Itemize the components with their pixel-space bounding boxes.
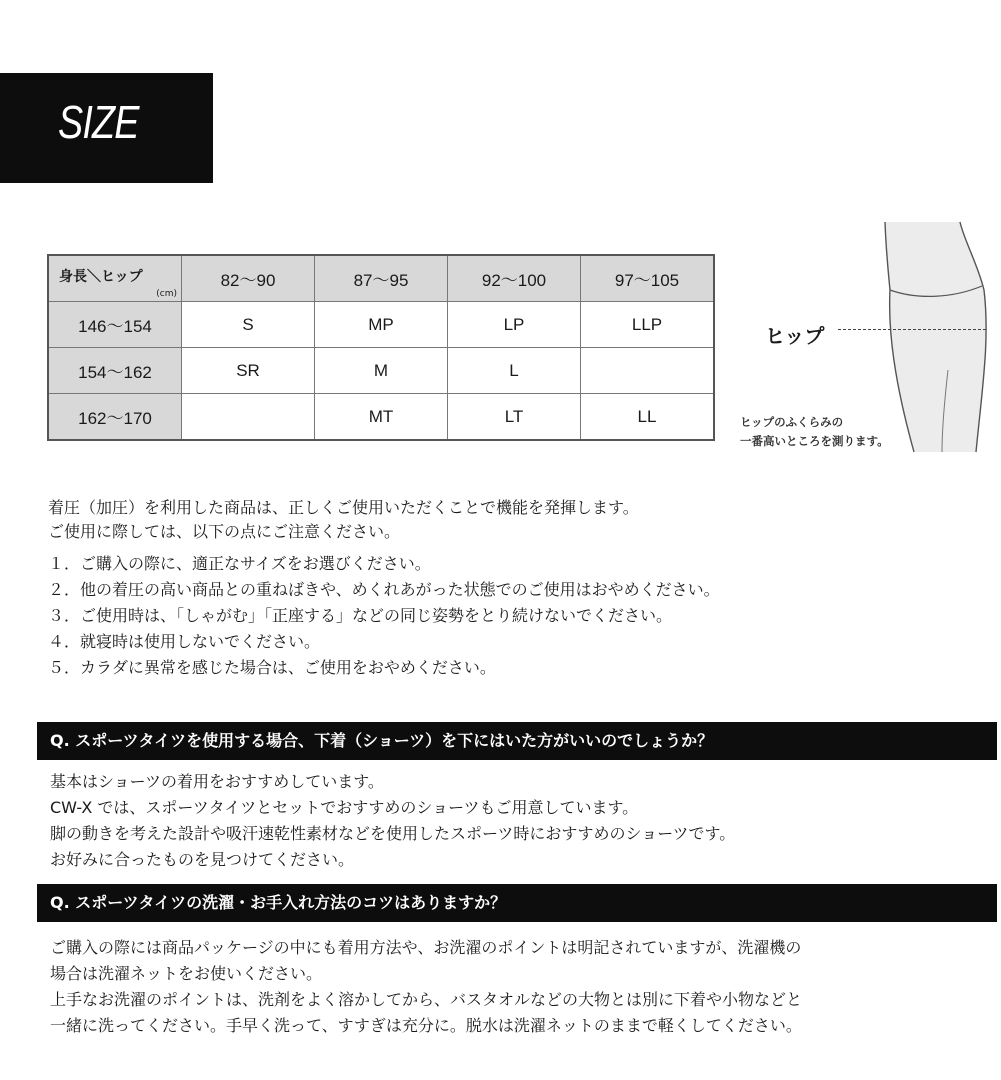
list-item: ２．他の着圧の高い商品との重ねばきや、めくれあがった状態でのご使用はおやめください。 <box>48 580 720 599</box>
size-cell: LLP <box>581 302 715 348</box>
notes-intro-line: ご使用に際しては、以下の点にご注意ください。 <box>48 522 401 541</box>
hip-illustration <box>878 220 993 455</box>
column-header: 87〜95 <box>315 255 448 302</box>
answer-line: 脚の動きを考えた設計や吸汗速乾性素材などを使用したスポーツ時におすすめのショーツです。 <box>50 824 736 843</box>
answer-line: CW-X では、スポーツタイツとセットでおすすめのショーツもご用意しています。 <box>50 798 639 817</box>
size-cell: LT <box>448 394 581 441</box>
size-cell: LP <box>448 302 581 348</box>
size-cell: L <box>448 348 581 394</box>
column-header: 82〜90 <box>182 255 315 302</box>
hip-note-line: 一番高いところを測ります。 <box>740 434 889 448</box>
faq-question-1: Q. スポーツタイツを使用する場合、下着（ショーツ）を下にはいた方がいいのでしょうか？ <box>37 722 997 760</box>
answer-line: 上手なお洗濯のポイントは、洗剤をよく溶かしてから、バスタオルなどの大物とは別に下着や小物などと <box>50 990 803 1009</box>
table-header-row <box>48 255 714 302</box>
list-item: ５．カラダに異常を感じた場合は、ご使用をおやめください。 <box>48 658 496 677</box>
hip-note-line: ヒップのふくらみの <box>740 415 844 429</box>
table-row <box>48 302 714 348</box>
answer-line: お好みに合ったものを見つけてください。 <box>50 850 355 869</box>
unit-label: (cm) <box>156 289 177 299</box>
page-title: SIZE <box>58 96 139 148</box>
faq-answer-1 <box>50 769 735 873</box>
table-corner-cell <box>48 255 182 302</box>
row-header: 162〜170 <box>48 394 182 441</box>
answer-line: ご購入の際には商品パッケージの中にも着用方法や、お洗濯のポイントは明記されていますが、洗濯機の <box>50 938 802 957</box>
answer-line: 一緒に洗ってください。手早く洗って、すすぎは充分に。脱水は洗濯ネットのままで軽くしてください。 <box>50 1016 802 1035</box>
size-title-block <box>0 73 213 183</box>
answer-line: 基本はショーツの着用をおすすめしています。 <box>50 772 384 791</box>
size-cell <box>581 348 715 394</box>
answer-line: 場合は洗濯ネットをお使いください。 <box>50 964 323 983</box>
table-row <box>48 394 714 441</box>
hip-measure-note <box>740 413 889 451</box>
size-cell: SR <box>182 348 315 394</box>
hip-measure-line <box>838 329 986 330</box>
size-cell: MT <box>315 394 448 441</box>
row-header: 146〜154 <box>48 302 182 348</box>
size-cell: M <box>315 348 448 394</box>
row-header: 154〜162 <box>48 348 182 394</box>
usage-notes <box>48 496 720 681</box>
list-item: ３．ご使用時は、「しゃがむ」「正座する」などの同じ姿勢をとり続けないでください。 <box>48 606 673 625</box>
hip-label: ヒップ <box>765 324 825 348</box>
table-row <box>48 348 714 394</box>
size-cell: LL <box>581 394 715 441</box>
size-chart-table <box>47 254 715 441</box>
size-cell: MP <box>315 302 448 348</box>
faq-answer-2 <box>50 935 802 1039</box>
list-item: ４．就寝時は使用しないでください。 <box>48 632 321 651</box>
list-item: １．ご購入の際に、適正なサイズをお選びください。 <box>48 554 431 573</box>
faq-question-2: Q. スポーツタイツの洗濯・お手入れ方法のコツはありますか？ <box>37 884 997 922</box>
column-header: 97〜105 <box>581 255 715 302</box>
size-cell <box>182 394 315 441</box>
size-cell: S <box>182 302 315 348</box>
corner-label: 身長＼ヒップ <box>59 269 143 285</box>
notes-intro-line: 着圧（加圧）を利用した商品は、正しくご使用いただくことで機能を発揮します。 <box>48 498 639 517</box>
notes-list <box>48 551 720 681</box>
column-header: 92〜100 <box>448 255 581 302</box>
